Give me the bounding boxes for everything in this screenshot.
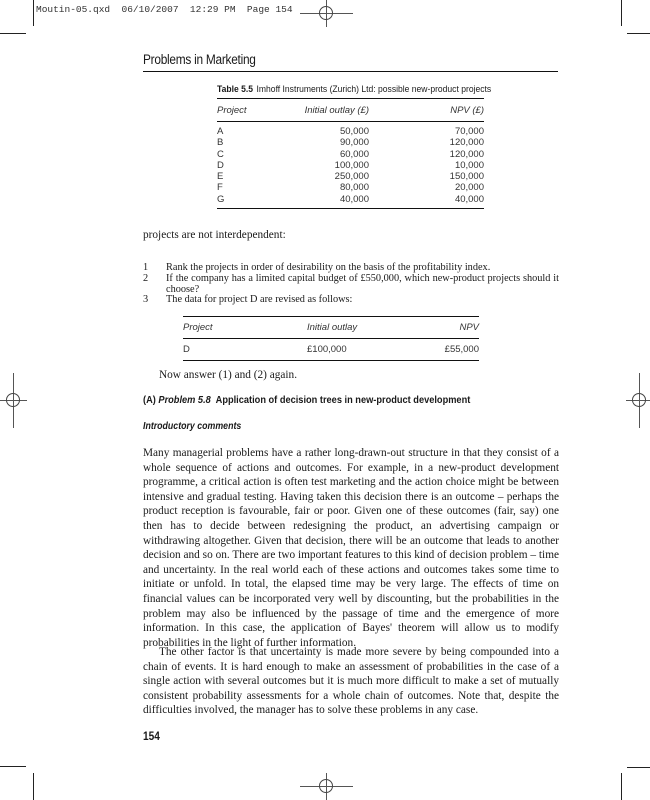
table-row xyxy=(217,137,484,148)
crop-mark-bl-v xyxy=(33,773,34,800)
crop-mark-bl-h xyxy=(0,766,26,767)
question-text: If the company has a limited capital budget of £550,000, which new-product projects should it choose? xyxy=(166,272,559,295)
cell-project: B xyxy=(217,137,224,149)
projects-table xyxy=(217,98,484,209)
cell-npv: 20,000 xyxy=(454,182,484,194)
cell-outlay: 50,000 xyxy=(339,126,369,137)
table-row xyxy=(217,194,484,205)
cell-npv: 10,000 xyxy=(454,159,484,171)
table-header-row xyxy=(217,99,484,121)
question-item xyxy=(143,274,559,296)
cell-outlay: 80,000 xyxy=(339,182,369,194)
header-npv: NPV (£) xyxy=(450,104,484,116)
question-item xyxy=(143,295,559,306)
crop-mark-tr-v xyxy=(621,0,622,26)
cell-project: E xyxy=(217,171,224,183)
question-text: The data for project D are revised as follows: xyxy=(166,294,353,306)
table-row xyxy=(217,149,484,160)
cell-npv: 150,000 xyxy=(449,171,484,183)
section-subheading: Introductory comments xyxy=(143,421,242,432)
crop-mark-br-h xyxy=(627,767,650,768)
crop-mark-tl-v xyxy=(33,0,34,26)
problem-prefix: (A) xyxy=(143,394,156,406)
page-number: 154 xyxy=(143,731,160,743)
table-label: Table 5.5 xyxy=(217,84,253,95)
question-number: 1 xyxy=(143,262,149,273)
body-paragraph-2: The other factor is that uncertainty is made more severe by being compounded into a chain of events. It is hard enough to make an assessment of probabilities in the case of a single action with several outcomes but it is much more difficult to make a set of mutually consistent probability assessments for a whole chain of outcomes. Note that, despite the difficulties involved, the manager has to solve these problems in any case. xyxy=(143,646,559,717)
problem-heading xyxy=(143,394,470,406)
question-number: 3 xyxy=(143,294,149,306)
cell-npv: 40,000 xyxy=(454,193,484,205)
cell-outlay: 250,000 xyxy=(334,171,369,183)
table-bottom-rule xyxy=(217,208,484,209)
crop-mark-br-v xyxy=(621,773,622,800)
table-row xyxy=(217,171,484,182)
table-bottom-rule xyxy=(183,360,479,361)
problem-number: Problem 5.8 xyxy=(158,394,211,406)
cell-project: G xyxy=(217,193,225,205)
cell-npv: £55,000 xyxy=(444,344,479,355)
table-caption-text: Imhoff Instruments (Zurich) Ltd: possible new-product projects xyxy=(256,84,492,95)
running-head-rule xyxy=(143,71,558,72)
problem-title: Application of decision trees in new-product development xyxy=(215,394,471,406)
table-body xyxy=(217,122,484,208)
cell-npv: 120,000 xyxy=(449,137,484,149)
revised-project-d-table xyxy=(183,316,479,361)
header-npv: NPV xyxy=(459,322,479,333)
lead-in-text: projects are not interdependent: xyxy=(143,229,286,241)
cell-npv: 70,000 xyxy=(454,126,484,137)
cell-project: F xyxy=(217,182,223,194)
question-number: 2 xyxy=(143,272,149,284)
header-project: Project xyxy=(183,322,213,333)
header-project: Project xyxy=(217,104,247,116)
question-text: Rank the projects in order of desirability on the basis of the profitability index. xyxy=(166,262,491,273)
running-head: Problems in Marketing xyxy=(143,52,256,67)
table-row xyxy=(217,126,484,137)
table-row xyxy=(183,339,479,360)
cell-project: A xyxy=(217,126,224,137)
cell-outlay: £100,000 xyxy=(307,344,347,355)
header-initial-outlay: Initial outlay (£) xyxy=(304,104,369,116)
cell-project: D xyxy=(183,344,190,355)
table-row xyxy=(217,182,484,193)
body-paragraph-1: Many managerial problems have a rather long-drawn-out structure in that they consist of a whole sequence of actions and outcomes. For example, in a new-product development programme, a critical action is often test marketing and the action choice might be between intensive and gradual testing. Having taken this decision there is an outcome – perhaps the product reception is favourable, fair or poor. Given one of these outcomes (fair, say) one then has to decide between redesigning the product, an advertising campaign or withdrawing altogether. Given that decision, there will be an outcome that leads to another decision and so on. There are two important features to this kind of decision problem – time and uncertainty. In the real world each of these actions and outcomes takes some time to initiate or unfold. In total, the elapsed time may be very large. The effects of time on financial values can be incorporated very well by discounting, but the probabilities in the problem may also be influenced by the passage of time and the emergence of more information. In this case, the application of Bayes' theorem will allow us to modify probabilities in the light of further information. xyxy=(143,447,559,649)
cell-outlay: 60,000 xyxy=(339,148,369,160)
cell-outlay: 90,000 xyxy=(339,137,369,149)
crop-mark-tl-h xyxy=(0,33,26,34)
table-row xyxy=(217,160,484,171)
table-header-row xyxy=(183,317,479,338)
cell-project: C xyxy=(217,148,224,160)
question-list xyxy=(143,263,559,306)
cell-npv: 120,000 xyxy=(449,148,484,160)
table-caption xyxy=(217,84,491,95)
crop-mark-tr-h xyxy=(627,33,650,34)
header-initial-outlay: Initial outlay xyxy=(307,322,358,333)
printer-slug: Moutin-05.qxd 06/10/2007 12:29 PM Page 154 xyxy=(36,4,293,15)
now-answer-text: Now answer (1) and (2) again. xyxy=(159,369,298,381)
cell-outlay: 40,000 xyxy=(339,193,369,205)
cell-project: D xyxy=(217,159,224,171)
cell-outlay: 100,000 xyxy=(334,159,369,171)
